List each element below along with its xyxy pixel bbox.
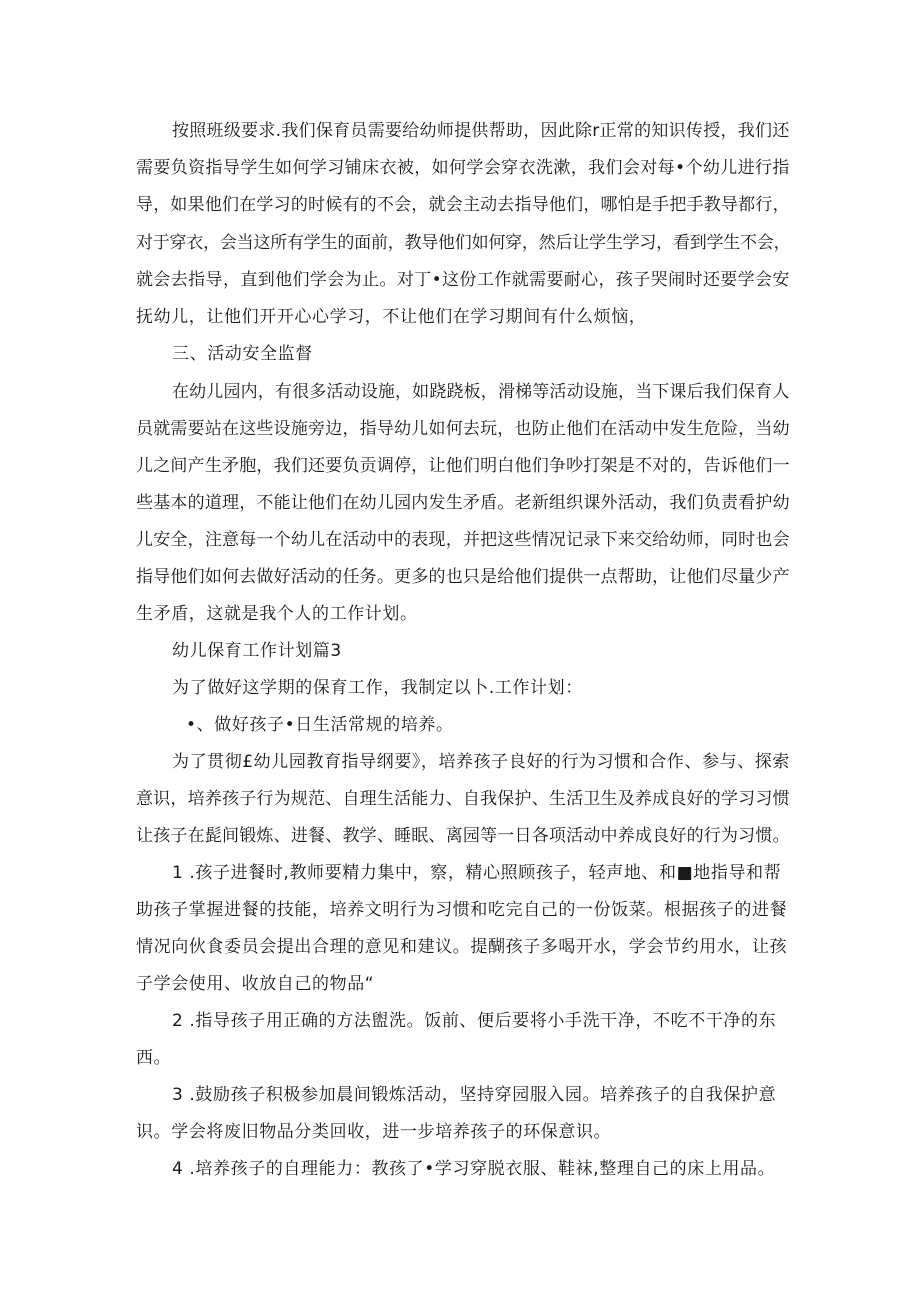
paragraph-line: 西。 [136, 1048, 172, 1068]
paragraph-line: 儿安全，注意每一个幼儿在活动中的表现，并把这些情况记录下来交给幼师，同时也会 [136, 530, 790, 550]
paragraph-line: 助孩子掌握进餐的技能，培养文明行为习惯和吃完自己的一份饭菜。根据孩子的进餐 [136, 900, 788, 920]
paragraph-line: 识。学会将废旧物品分类回收，进一步培养孩子的环保意识。 [136, 1122, 612, 1142]
list-item: 3 .鼓励孩子积极参加晨间锻炼活动，坚持穿园服入园。培养孩子的自我保护意 [172, 1085, 777, 1105]
list-item: 1 .孩子进餐时,教师要精力集中，察，精心照顾孩子，轻声地、和■地指导和帮 [172, 863, 782, 883]
paragraph-line: 为了贯彻£幼儿园教育指导纲要》，培养孩子良好的行为习惯和合作、参与、探索 [172, 752, 790, 772]
paragraph-line: 儿之间产生矛胞，我们还要负贡调停，让他们明白他们争吵打架是不对的，告诉他们一 [136, 456, 790, 476]
paragraph-line: 员就需要站在这些设施旁边，指导幼儿如何去玩，也防止他们在活动中发生危险，当幼 [136, 419, 790, 439]
list-heading: •、做好孩子•日生活常规的培养。 [186, 715, 454, 735]
paragraph-line: 些基本的道理，不能让他们在幼儿园内发生矛盾。老新组织课外活动，我们负责看护幼 [136, 493, 790, 513]
paragraph-line: 生矛盾，这就是我个人的工作计划。 [136, 604, 418, 624]
paragraph-line: 按照班级要求.我们保育员需要给幼师提供帮助，因此除r正常的知识传授，我们还 [172, 121, 790, 141]
list-item: 2 .指导孩子用正确的方法盥洗。饭前、便后要将小手洗干净，不吃不干净的东 [172, 1011, 777, 1031]
paragraph-line: 就会去指导，直到他们学会为止。对丁•这份工作就需要耐心，孩子哭闹时还要学会安 [136, 270, 790, 290]
list-item: 4 .培养孩子的自理能力：教孩了•学习穿脱衣服、鞋袜,整理自己的床上用品。 [172, 1159, 776, 1179]
paragraph-line: 为了做好这学期的保育工作，我制定以卜.工作计划： [172, 678, 583, 698]
paragraph-line: 需要负资指导学生如何学习铺床衣被，如何学会穿衣洗漱，我们会对每•个幼儿进行指 [136, 158, 790, 178]
paragraph-line: 让孩子在髭间锻炼、进餐、教学、睡眠、离园等一日各项活动中养成良好的行为习惯。 [136, 826, 790, 846]
paragraph-line: 在幼儿园内，有很多活动设施，如跷跷板，滑梯等活动设施，当下课后我们保育人 [172, 382, 790, 402]
section-heading: 幼儿保育工作计划篇3 [172, 641, 342, 661]
section-heading: 三、活动安全监督 [172, 344, 313, 364]
paragraph-line: 指导他们如何去做好活动的任务。更多的也只是给他们提供一点帮助，让他们尽量少产 [136, 567, 790, 587]
paragraph-line: 意识，培养孩子行为规范、自理生活能力、自我保护、生活卫生及养成良好的学习习惯 [136, 789, 790, 809]
paragraph-line: 对于穿衣，会当这所有学生的面前，教导他们如何穿，然后让学生学习，看到学生不会， [136, 233, 791, 253]
paragraph-line: 子学会使用、收放自己的物品“ [136, 974, 375, 994]
paragraph-line: 情况向伙食委员会提出合理的意见和建议。提醐孩子多喝开水，学会节约用水，让孩 [136, 937, 788, 957]
paragraph-line: 抚幼儿，让他们开开心心学习，不让他们在学习期间有什么烦恼， [136, 307, 647, 327]
paragraph-line: 导，如果他们在学习的时候有的不会，就会主动去指导他们，哪怕是手把手教导都行， [136, 195, 790, 215]
